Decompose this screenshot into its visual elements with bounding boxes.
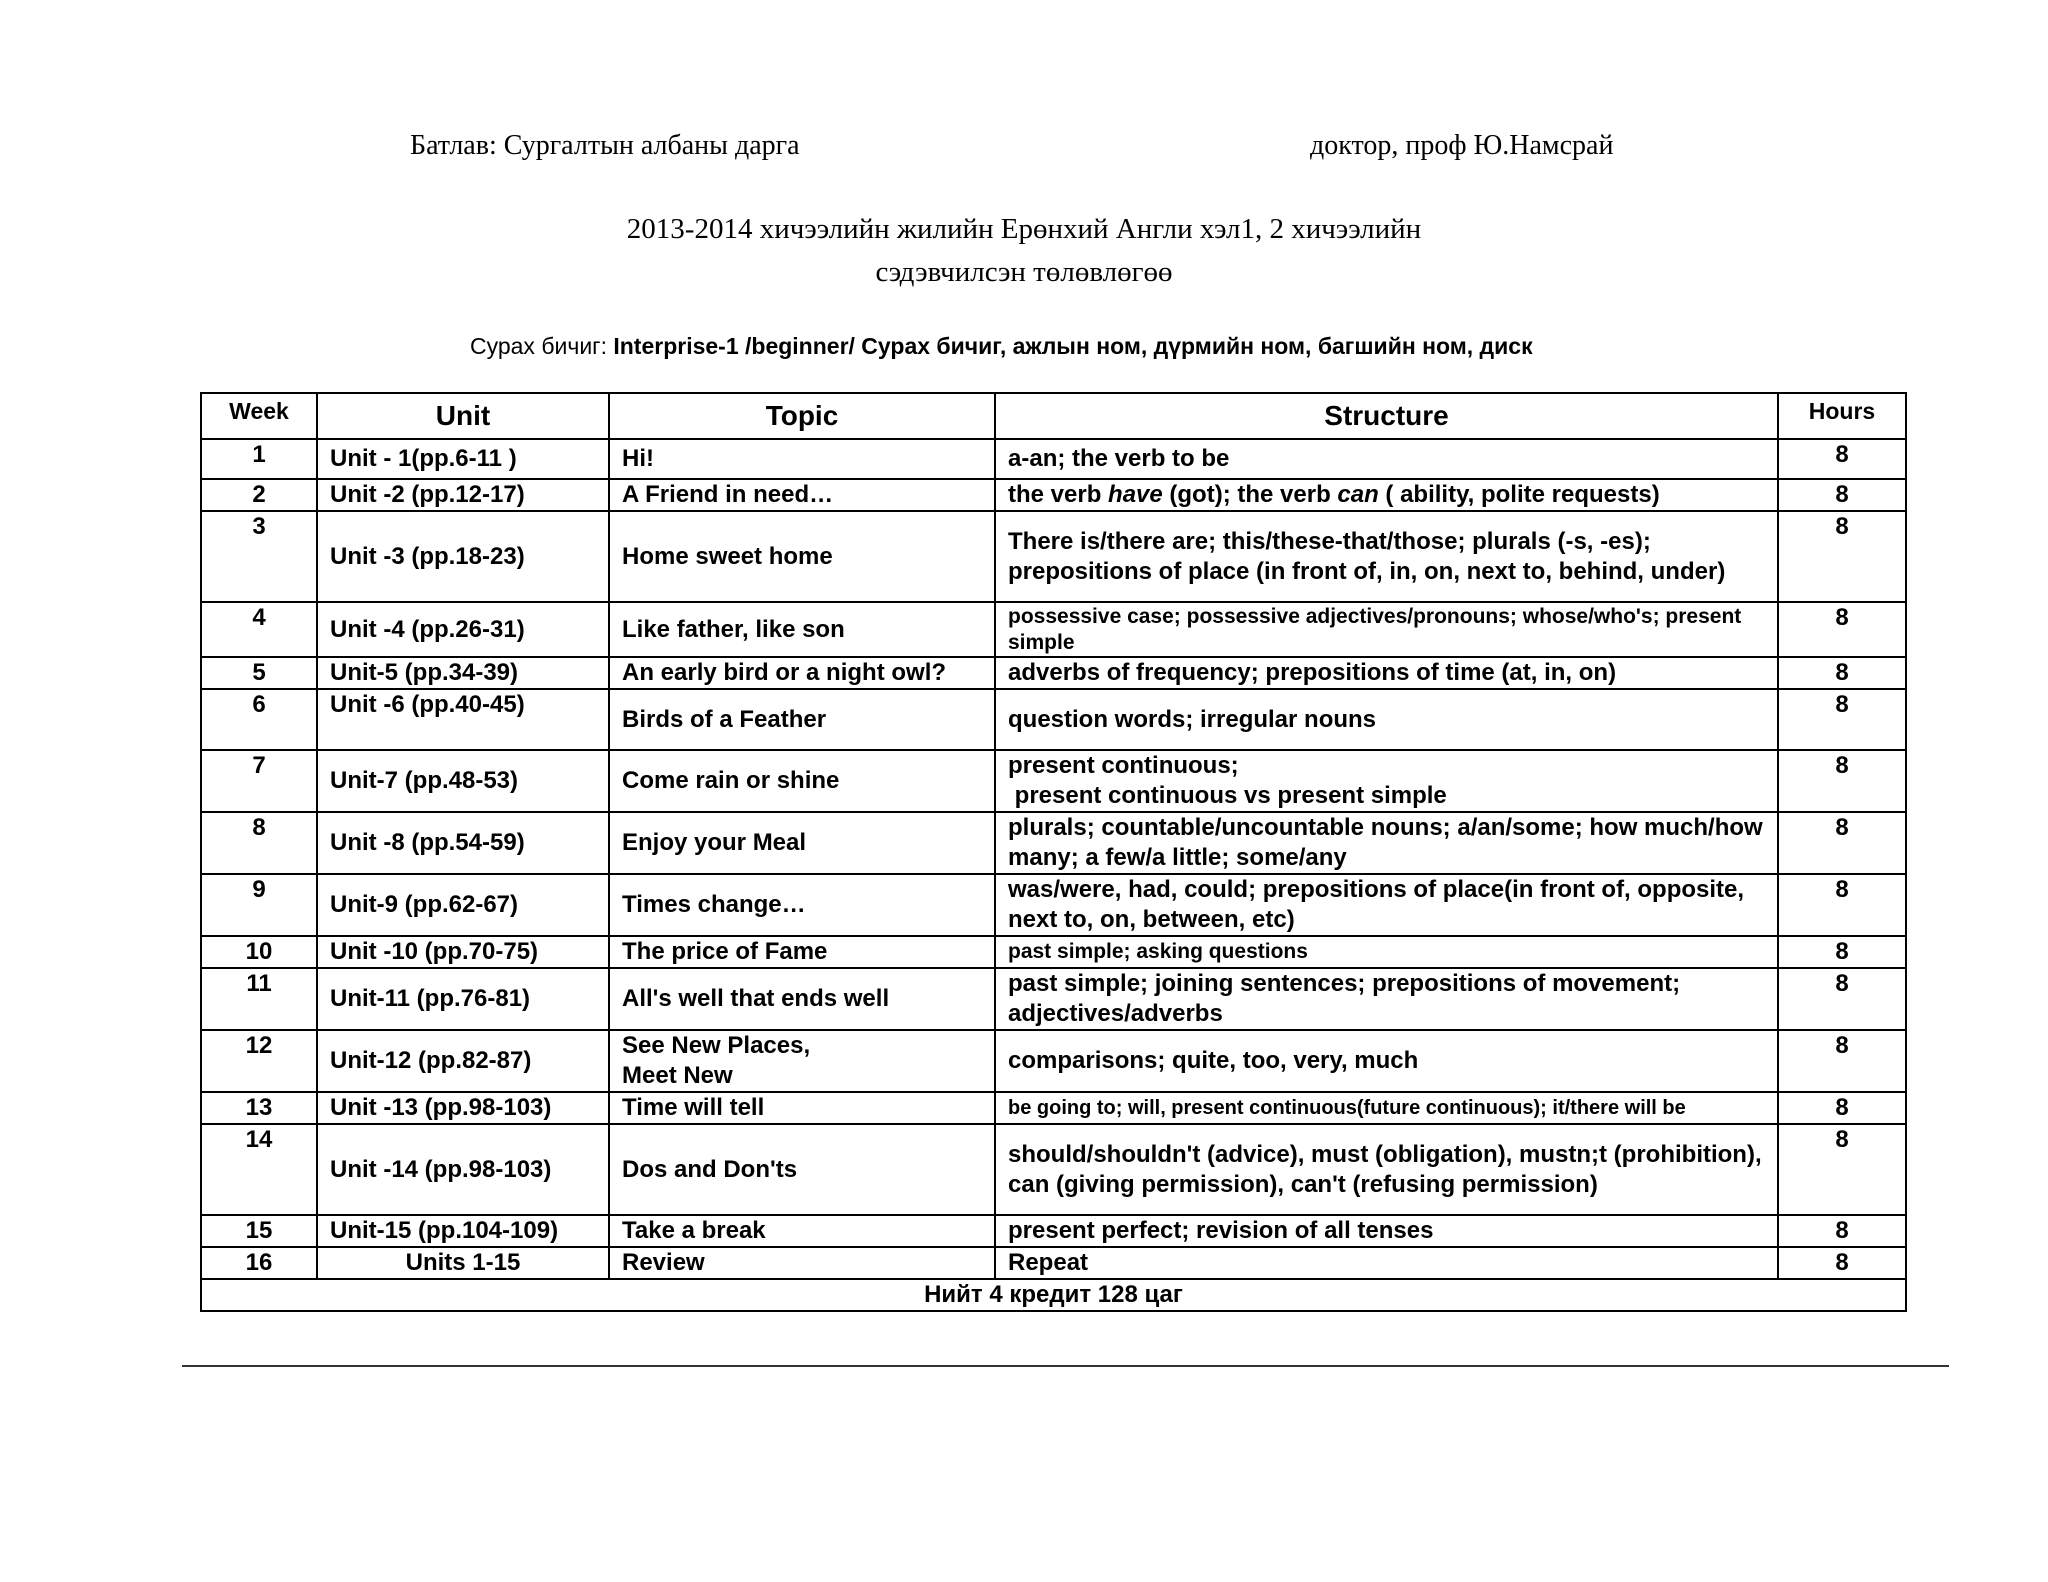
topic-cell bbox=[609, 1030, 995, 1092]
topic-cell: Birds of a Feather bbox=[609, 689, 995, 750]
table-row bbox=[201, 1092, 1906, 1124]
topic-line: Meet New bbox=[622, 1062, 733, 1089]
week-cell: 12 bbox=[201, 1030, 317, 1092]
structure-cell: a-an; the verb to be bbox=[995, 439, 1778, 479]
unit-cell: Unit -2 (pp.12-17) bbox=[317, 479, 609, 511]
hours-cell: 8 bbox=[1778, 1215, 1906, 1247]
unit-cell: Unit -6 (pp.40-45) bbox=[317, 689, 609, 750]
topic-cell: Come rain or shine bbox=[609, 750, 995, 812]
hours-cell: 8 bbox=[1778, 511, 1906, 602]
hours-cell: 8 bbox=[1778, 657, 1906, 689]
table-row bbox=[201, 602, 1906, 657]
table-row bbox=[201, 439, 1906, 479]
structure-cell: was/were, had, could; prepositions of place(in front of, opposite, next to, on, between, etc) bbox=[995, 874, 1778, 936]
structure-cell: be going to; will, present continuous(future continuous); it/there will be bbox=[995, 1092, 1778, 1124]
week-cell: 14 bbox=[201, 1124, 317, 1215]
total-row bbox=[201, 1279, 1906, 1311]
topic-cell: Dos and Don'ts bbox=[609, 1124, 995, 1215]
table-row bbox=[201, 1247, 1906, 1279]
hours-cell: 8 bbox=[1778, 1124, 1906, 1215]
unit-cell: Unit -4 (pp.26-31) bbox=[317, 602, 609, 657]
structure-cell: should/shouldn't (advice), must (obligation), mustn;t (prohibition), can (giving permission), can't (refusing permission) bbox=[995, 1124, 1778, 1215]
unit-cell: Unit-5 (pp.34-39) bbox=[317, 657, 609, 689]
week-cell: 9 bbox=[201, 874, 317, 936]
topic-cell: A Friend in need… bbox=[609, 479, 995, 511]
topic-cell: Take a break bbox=[609, 1215, 995, 1247]
structure-emphasis: can bbox=[1337, 481, 1379, 508]
week-cell: 1 bbox=[201, 439, 317, 479]
column-header-structure: Structure bbox=[995, 393, 1778, 439]
topic-cell: Review bbox=[609, 1247, 995, 1279]
hours-cell: 8 bbox=[1778, 968, 1906, 1030]
topic-cell: Times change… bbox=[609, 874, 995, 936]
unit-cell: Unit-9 (pp.62-67) bbox=[317, 874, 609, 936]
unit-cell: Unit-7 (pp.48-53) bbox=[317, 750, 609, 812]
structure-cell: past simple; asking questions bbox=[995, 936, 1778, 968]
approval-title: Батлав: Сургалтын албаны дарга bbox=[410, 130, 800, 161]
topic-line: See New Places, bbox=[622, 1032, 811, 1059]
hours-cell: 8 bbox=[1778, 750, 1906, 812]
structure-cell: There is/there are; this/these-that/those; plurals (-s, -es); prepositions of place (in front of, in, on, next to, behind, under) bbox=[995, 511, 1778, 602]
structure-cell: plurals; countable/uncountable nouns; a/an/some; how much/how many; a few/a little; some/any bbox=[995, 812, 1778, 874]
table-row bbox=[201, 936, 1906, 968]
column-header-unit: Unit bbox=[317, 393, 609, 439]
hours-cell: 8 bbox=[1778, 1030, 1906, 1092]
hours-cell: 8 bbox=[1778, 1092, 1906, 1124]
week-cell: 8 bbox=[201, 812, 317, 874]
topic-cell: Time will tell bbox=[609, 1092, 995, 1124]
document-title: 2013-2014 хичээлийн жилийн Ерөнхий Англи хэл1, 2 хичээлийн bbox=[626, 213, 1422, 245]
table-row bbox=[201, 1215, 1906, 1247]
structure-line: present continuous; bbox=[1008, 752, 1239, 779]
week-cell: 13 bbox=[201, 1092, 317, 1124]
structure-text: (got); the verb bbox=[1162, 481, 1338, 508]
table-row bbox=[201, 812, 1906, 874]
week-cell: 3 bbox=[201, 511, 317, 602]
unit-cell: Unit -3 (pp.18-23) bbox=[317, 511, 609, 602]
week-cell: 11 bbox=[201, 968, 317, 1030]
hours-cell: 8 bbox=[1778, 479, 1906, 511]
structure-cell: question words; irregular nouns bbox=[995, 689, 1778, 750]
week-cell: 4 bbox=[201, 602, 317, 657]
structure-cell: possessive case; possessive adjectives/pronouns; whose/who's; present simple bbox=[995, 602, 1778, 657]
topic-cell: An early bird or a night owl? bbox=[609, 657, 995, 689]
column-header-hours: Hours bbox=[1778, 393, 1906, 439]
table-row bbox=[201, 968, 1906, 1030]
column-header-week: Week bbox=[201, 393, 317, 439]
column-header-topic: Topic bbox=[609, 393, 995, 439]
structure-cell: comparisons; quite, too, very, much bbox=[995, 1030, 1778, 1092]
structure-cell: Repeat bbox=[995, 1247, 1778, 1279]
hours-cell: 8 bbox=[1778, 874, 1906, 936]
week-cell: 10 bbox=[201, 936, 317, 968]
table-header-row bbox=[201, 393, 1906, 439]
syllabus-table bbox=[200, 392, 1907, 1312]
total-cell: Нийт 4 кредит 128 цаг bbox=[201, 1279, 1906, 1311]
hours-cell: 8 bbox=[1778, 1247, 1906, 1279]
table-row bbox=[201, 657, 1906, 689]
bottom-divider bbox=[182, 1365, 1949, 1367]
week-cell: 6 bbox=[201, 689, 317, 750]
structure-cell bbox=[995, 479, 1778, 511]
week-cell: 16 bbox=[201, 1247, 317, 1279]
table-row bbox=[201, 874, 1906, 936]
week-cell: 5 bbox=[201, 657, 317, 689]
structure-cell: past simple; joining sentences; prepositions of movement; adjectives/adverbs bbox=[995, 968, 1778, 1030]
unit-cell: Unit-15 (pp.104-109) bbox=[317, 1215, 609, 1247]
structure-cell bbox=[995, 750, 1778, 812]
table-row bbox=[201, 1124, 1906, 1215]
unit-cell: Unit -13 (pp.98-103) bbox=[317, 1092, 609, 1124]
week-cell: 15 bbox=[201, 1215, 317, 1247]
topic-cell: The price of Fame bbox=[609, 936, 995, 968]
topic-cell: Home sweet home bbox=[609, 511, 995, 602]
week-cell: 2 bbox=[201, 479, 317, 511]
unit-cell: Units 1-15 bbox=[317, 1247, 609, 1279]
structure-text: the verb bbox=[1008, 481, 1109, 508]
week-cell: 7 bbox=[201, 750, 317, 812]
textbook-value: Interprise-1 /beginner/ Сурах бичиг, ажлын ном, дүрмийн ном, багшийн ном, диск bbox=[613, 333, 1533, 359]
unit-cell: Unit -10 (pp.70-75) bbox=[317, 936, 609, 968]
topic-cell: Hi! bbox=[609, 439, 995, 479]
textbook-line bbox=[470, 328, 1533, 364]
table-row bbox=[201, 511, 1906, 602]
structure-line: present continuous vs present simple bbox=[1008, 782, 1447, 809]
unit-cell: Unit - 1(pp.6-11 ) bbox=[317, 439, 609, 479]
topic-cell: All's well that ends well bbox=[609, 968, 995, 1030]
topic-cell: Enjoy your Meal bbox=[609, 812, 995, 874]
document-subtitle: сэдэвчилсэн төлөвлөгөө bbox=[875, 256, 1173, 288]
unit-cell: Unit-11 (pp.76-81) bbox=[317, 968, 609, 1030]
structure-emphasis: have bbox=[1108, 481, 1163, 508]
unit-cell: Unit -8 (pp.54-59) bbox=[317, 812, 609, 874]
table-row bbox=[201, 750, 1906, 812]
hours-cell: 8 bbox=[1778, 689, 1906, 750]
unit-cell: Unit -14 (pp.98-103) bbox=[317, 1124, 609, 1215]
structure-cell: present perfect; revision of all tenses bbox=[995, 1215, 1778, 1247]
hours-cell: 8 bbox=[1778, 812, 1906, 874]
structure-cell: adverbs of frequency; prepositions of time (at, in, on) bbox=[995, 657, 1778, 689]
unit-cell: Unit-12 (pp.82-87) bbox=[317, 1030, 609, 1092]
hours-cell: 8 bbox=[1778, 602, 1906, 657]
table-row bbox=[201, 1030, 1906, 1092]
hours-cell: 8 bbox=[1778, 936, 1906, 968]
structure-text: ( ability, polite requests) bbox=[1378, 481, 1660, 508]
textbook-label: Сурах бичиг: bbox=[470, 333, 614, 359]
hours-cell: 8 bbox=[1778, 439, 1906, 479]
topic-cell: Like father, like son bbox=[609, 602, 995, 657]
table-row bbox=[201, 479, 1906, 511]
table-row bbox=[201, 689, 1906, 750]
approver-name: доктор, проф Ю.Намсрай bbox=[1310, 130, 1614, 161]
